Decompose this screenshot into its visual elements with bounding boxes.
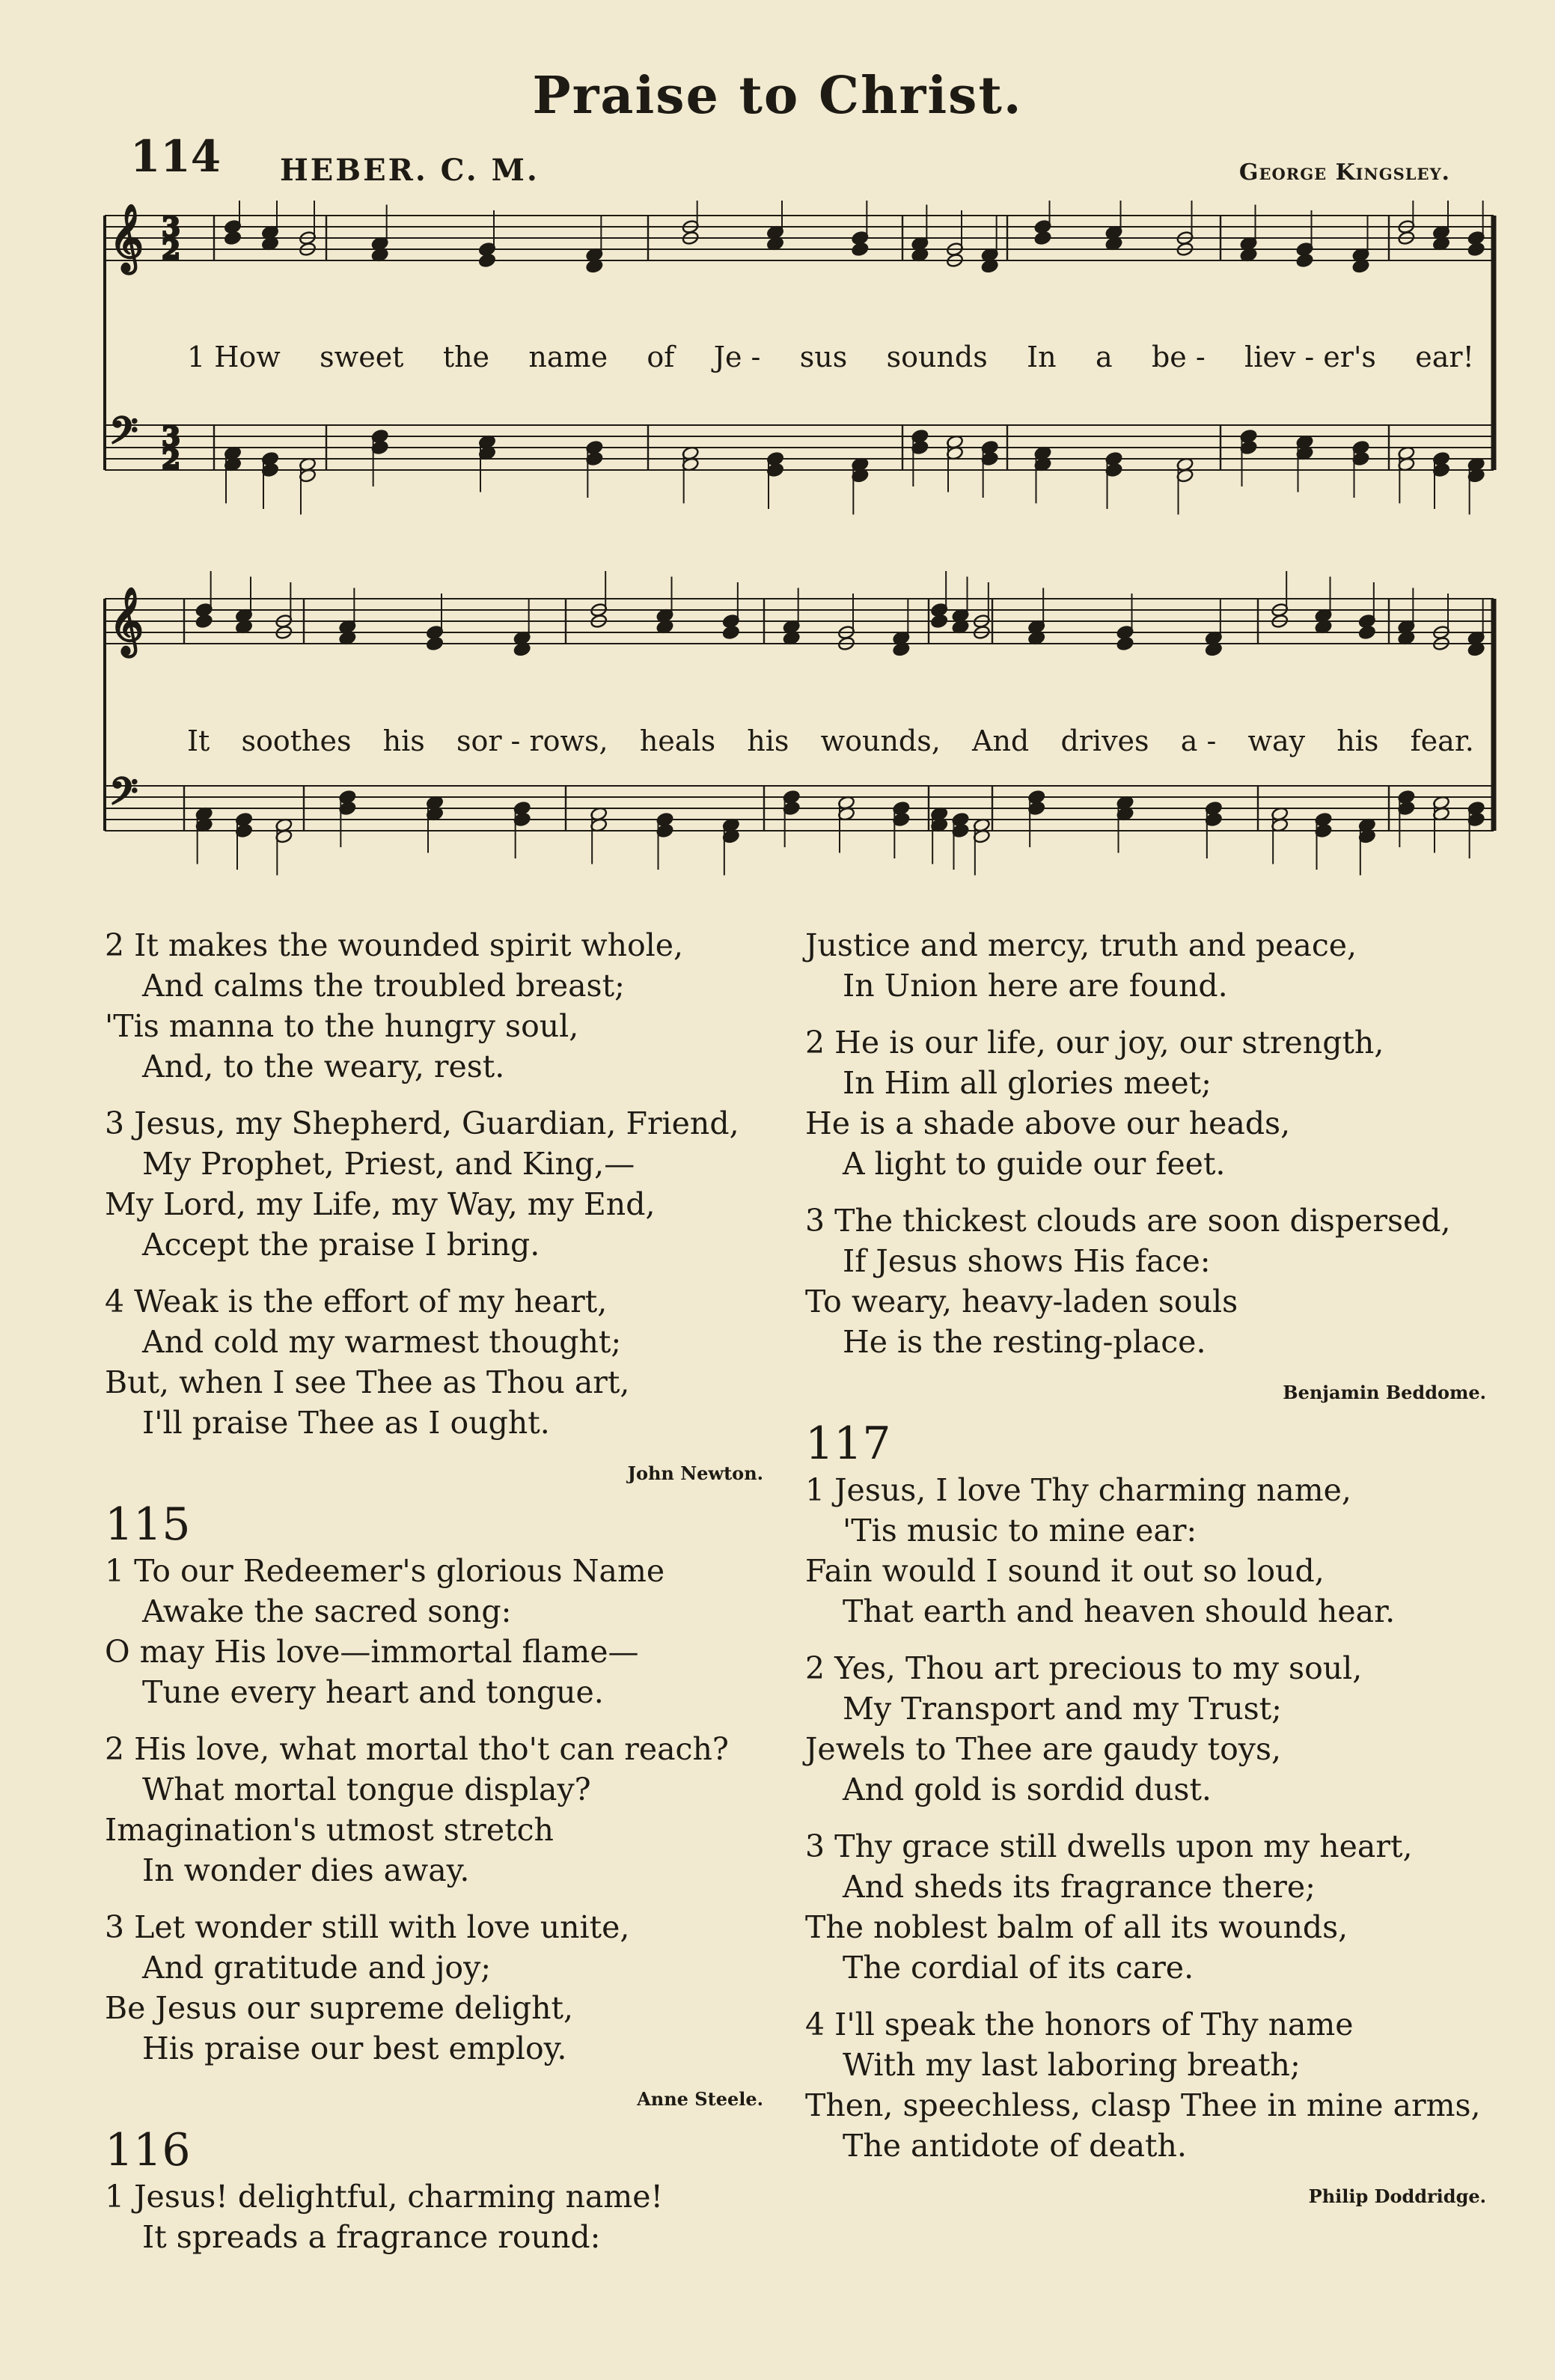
stanza: [805, 1826, 1494, 1988]
note-head: [1467, 242, 1485, 257]
note-head: [1116, 636, 1134, 651]
hymn-number-114: 114: [130, 131, 222, 182]
note-head: [930, 614, 948, 629]
lyric-syllable: of: [647, 341, 675, 373]
stanza: [805, 1022, 1494, 1184]
stanza-line: What mortal tongue display?: [142, 1772, 591, 1807]
stanza-line: 3 Thy grace still dwells upon my heart,: [805, 1828, 1413, 1864]
note-head: [852, 242, 870, 257]
stanza-line: That earth and heaven should hear.: [843, 1593, 1396, 1629]
stanza-line: A light to guide our feet.: [843, 1146, 1226, 1182]
stanza-line: Be Jesus our supreme delight,: [105, 1990, 573, 2026]
stanza-line: He is a shade above our heads,: [805, 1105, 1291, 1141]
time-signature: 2: [162, 444, 181, 475]
stanza-line: Fain would I sound it out so loud,: [805, 1553, 1325, 1589]
stanza-line: And gold is sordid dust.: [843, 1772, 1212, 1807]
lyric-syllable: In: [1027, 341, 1057, 373]
note-head: [195, 614, 213, 629]
stanza-line: The antidote of death.: [843, 2128, 1187, 2164]
stanza-line: It spreads a fragrance round:: [142, 2219, 601, 2255]
stanza-line: 1 Jesus, I love Thy charming name,: [805, 1472, 1351, 1508]
right-column: [805, 925, 1494, 2220]
stanza-line: 'Tis music to mine ear:: [843, 1513, 1197, 1548]
stanza-line: Imagination's utmost stretch: [105, 1812, 554, 1848]
stanza: [105, 1907, 771, 2069]
stanza-line: My Lord, my Life, my Way, my End,: [105, 1186, 656, 1222]
lyric-syllable: his: [382, 724, 425, 757]
note-head: [722, 625, 740, 640]
note-head: [224, 231, 242, 245]
stanza-line: He is the resting-place.: [843, 1324, 1206, 1360]
hymn-number: 117: [805, 1418, 891, 1470]
page-title: Praise to Christ.: [532, 66, 1023, 126]
stanza-line: My Prophet, Priest, and King,—: [142, 1146, 635, 1182]
treble-clef: 𝄞: [109, 588, 144, 655]
lyrics-line-2: [187, 724, 1474, 757]
stanza: [805, 925, 1494, 1006]
stanza: [105, 1281, 771, 1443]
lyric-syllable: drives: [1060, 724, 1149, 757]
lyric-syllable: fear.: [1410, 724, 1474, 757]
stanza-line: In wonder dies away.: [142, 1852, 470, 1888]
tune-name: HEBER. C. M.: [280, 153, 540, 188]
stanza-line: 2 It makes the wounded spirit whole,: [105, 927, 684, 963]
bass-clef: 𝄢: [109, 770, 138, 823]
lyric-syllable: his: [1336, 724, 1379, 757]
lyric-syllable: way: [1247, 724, 1306, 757]
stanza-line: O may His love—immortal flame—: [105, 1634, 639, 1670]
note-head: [1034, 231, 1052, 245]
bass-clef: 𝄢: [109, 409, 138, 462]
hymn-number: 116: [105, 2124, 191, 2176]
stanza-line: In Him all glories meet;: [843, 1065, 1212, 1101]
stanza-line: Accept the praise I bring.: [142, 1227, 540, 1263]
stanza-line: In Union here are found.: [843, 968, 1228, 1004]
stanza: [805, 1470, 1494, 1632]
lyric-syllable: wounds,: [820, 724, 941, 757]
time-signature: 2: [162, 234, 181, 266]
stanza-line: The cordial of its care.: [843, 1950, 1194, 1986]
stanza-line: And gratitude and joy;: [142, 1950, 492, 1986]
stanza: [805, 1648, 1494, 1810]
hymn-number: 115: [105, 1498, 191, 1551]
stanza-line: And calms the troubled breast;: [142, 968, 625, 1004]
stanza-line: 1 To our Redeemer's glorious Name: [105, 1553, 665, 1589]
stanza-line: 1 Jesus! delightful, charming name!: [105, 2179, 663, 2215]
author-credit: John Newton.: [627, 1462, 763, 1484]
lyric-syllable: It: [187, 724, 210, 757]
stanza-line: If Jesus shows His face:: [843, 1243, 1211, 1279]
lyric-syllable: sounds: [886, 341, 988, 373]
lyric-syllable: name: [528, 341, 608, 373]
stanza-line: 3 The thickest clouds are soon dispersed,: [805, 1203, 1451, 1239]
time-signature: 3: [162, 212, 181, 243]
lyric-syllable: a: [1095, 341, 1113, 373]
stanza-line: His praise our best employ.: [142, 2030, 567, 2066]
lyric-syllable: sweet: [320, 341, 404, 373]
stanza-line: The noblest balm of all its wounds,: [805, 1909, 1348, 1945]
lyric-syllable: a -: [1180, 724, 1217, 757]
stanza-line: With my last laboring breath;: [843, 2047, 1301, 2083]
note-head: [1296, 253, 1314, 268]
stanza: [105, 1729, 771, 1891]
stanza-line: 2 His love, what mortal tho't can reach?: [105, 1731, 729, 1767]
lyric-syllable: ear!: [1415, 341, 1474, 373]
lyric-syllable: his: [747, 724, 789, 757]
stanza-line: 3 Let wonder still with love unite,: [105, 1909, 630, 1945]
author-credit: Benjamin Beddome.: [1283, 1382, 1486, 1403]
lyric-syllable: be -: [1151, 341, 1206, 373]
lyrics-line-1: [187, 341, 1474, 373]
lyric-syllable: liev - er's: [1244, 341, 1376, 373]
stanza: [805, 1200, 1494, 1362]
lyric-syllable: 1 How: [187, 341, 281, 373]
lyric-syllable: And: [972, 724, 1030, 757]
stanza-line: Then, speechless, clasp Thee in mine arms,: [805, 2087, 1481, 2123]
stanza: [105, 2176, 771, 2257]
stanza-line: 2 He is our life, our joy, our strength,: [805, 1025, 1384, 1061]
stanza-line: 'Tis manna to the hungry soul,: [105, 1008, 579, 1044]
lyric-syllable: soothes: [241, 724, 352, 757]
lyric-syllable: sor - rows,: [456, 724, 608, 757]
stanza-line: Justice and mercy, truth and peace,: [805, 927, 1357, 963]
stanza-line: But, when I see Thee as Thou art,: [105, 1364, 630, 1400]
stanza-line: 2 Yes, Thou art precious to my soul,: [805, 1650, 1363, 1686]
author-credit: Anne Steele.: [637, 2088, 763, 2110]
left-column: [105, 925, 771, 2274]
lyric-syllable: Je -: [713, 341, 761, 373]
stanza-line: Jewels to Thee are gaudy toys,: [805, 1731, 1282, 1767]
stanza-line: And cold my warmest thought;: [142, 1324, 622, 1360]
stanza: [105, 1551, 771, 1712]
lyric-syllable: heals: [639, 724, 716, 757]
stanza-line: Tune every heart and tongue.: [142, 1674, 604, 1710]
stanza: [105, 925, 771, 1087]
stanza-line: I'll praise Thee as I ought.: [142, 1405, 550, 1441]
treble-clef: 𝄞: [109, 204, 144, 272]
stanza-line: And sheds its fragrance there;: [843, 1869, 1316, 1905]
lyric-syllable: sus: [799, 341, 848, 373]
stanza-line: Awake the sacred song:: [142, 1593, 512, 1629]
stanza-line: And, to the weary, rest.: [142, 1049, 505, 1084]
stanza-line: 4 I'll speak the honors of Thy name: [805, 2007, 1354, 2042]
note-head: [1358, 625, 1376, 640]
stanza: [105, 1103, 771, 1265]
stanza-line: To weary, heavy-laden souls: [805, 1284, 1238, 1319]
stanza: [805, 2004, 1494, 2166]
stanza-line: 4 Weak is the effort of my heart,: [105, 1284, 608, 1319]
stanza-line: My Transport and my Trust;: [843, 1691, 1282, 1727]
author-credit: Philip Doddridge.: [1308, 2185, 1486, 2207]
composer-name: George Kingsley.: [1238, 159, 1450, 186]
note-head: [478, 253, 496, 268]
lyric-syllable: the: [442, 341, 490, 373]
stanza-line: 3 Jesus, my Shepherd, Guardian, Friend,: [105, 1105, 739, 1141]
note-head: [426, 636, 444, 651]
time-signature: 3: [162, 421, 181, 453]
